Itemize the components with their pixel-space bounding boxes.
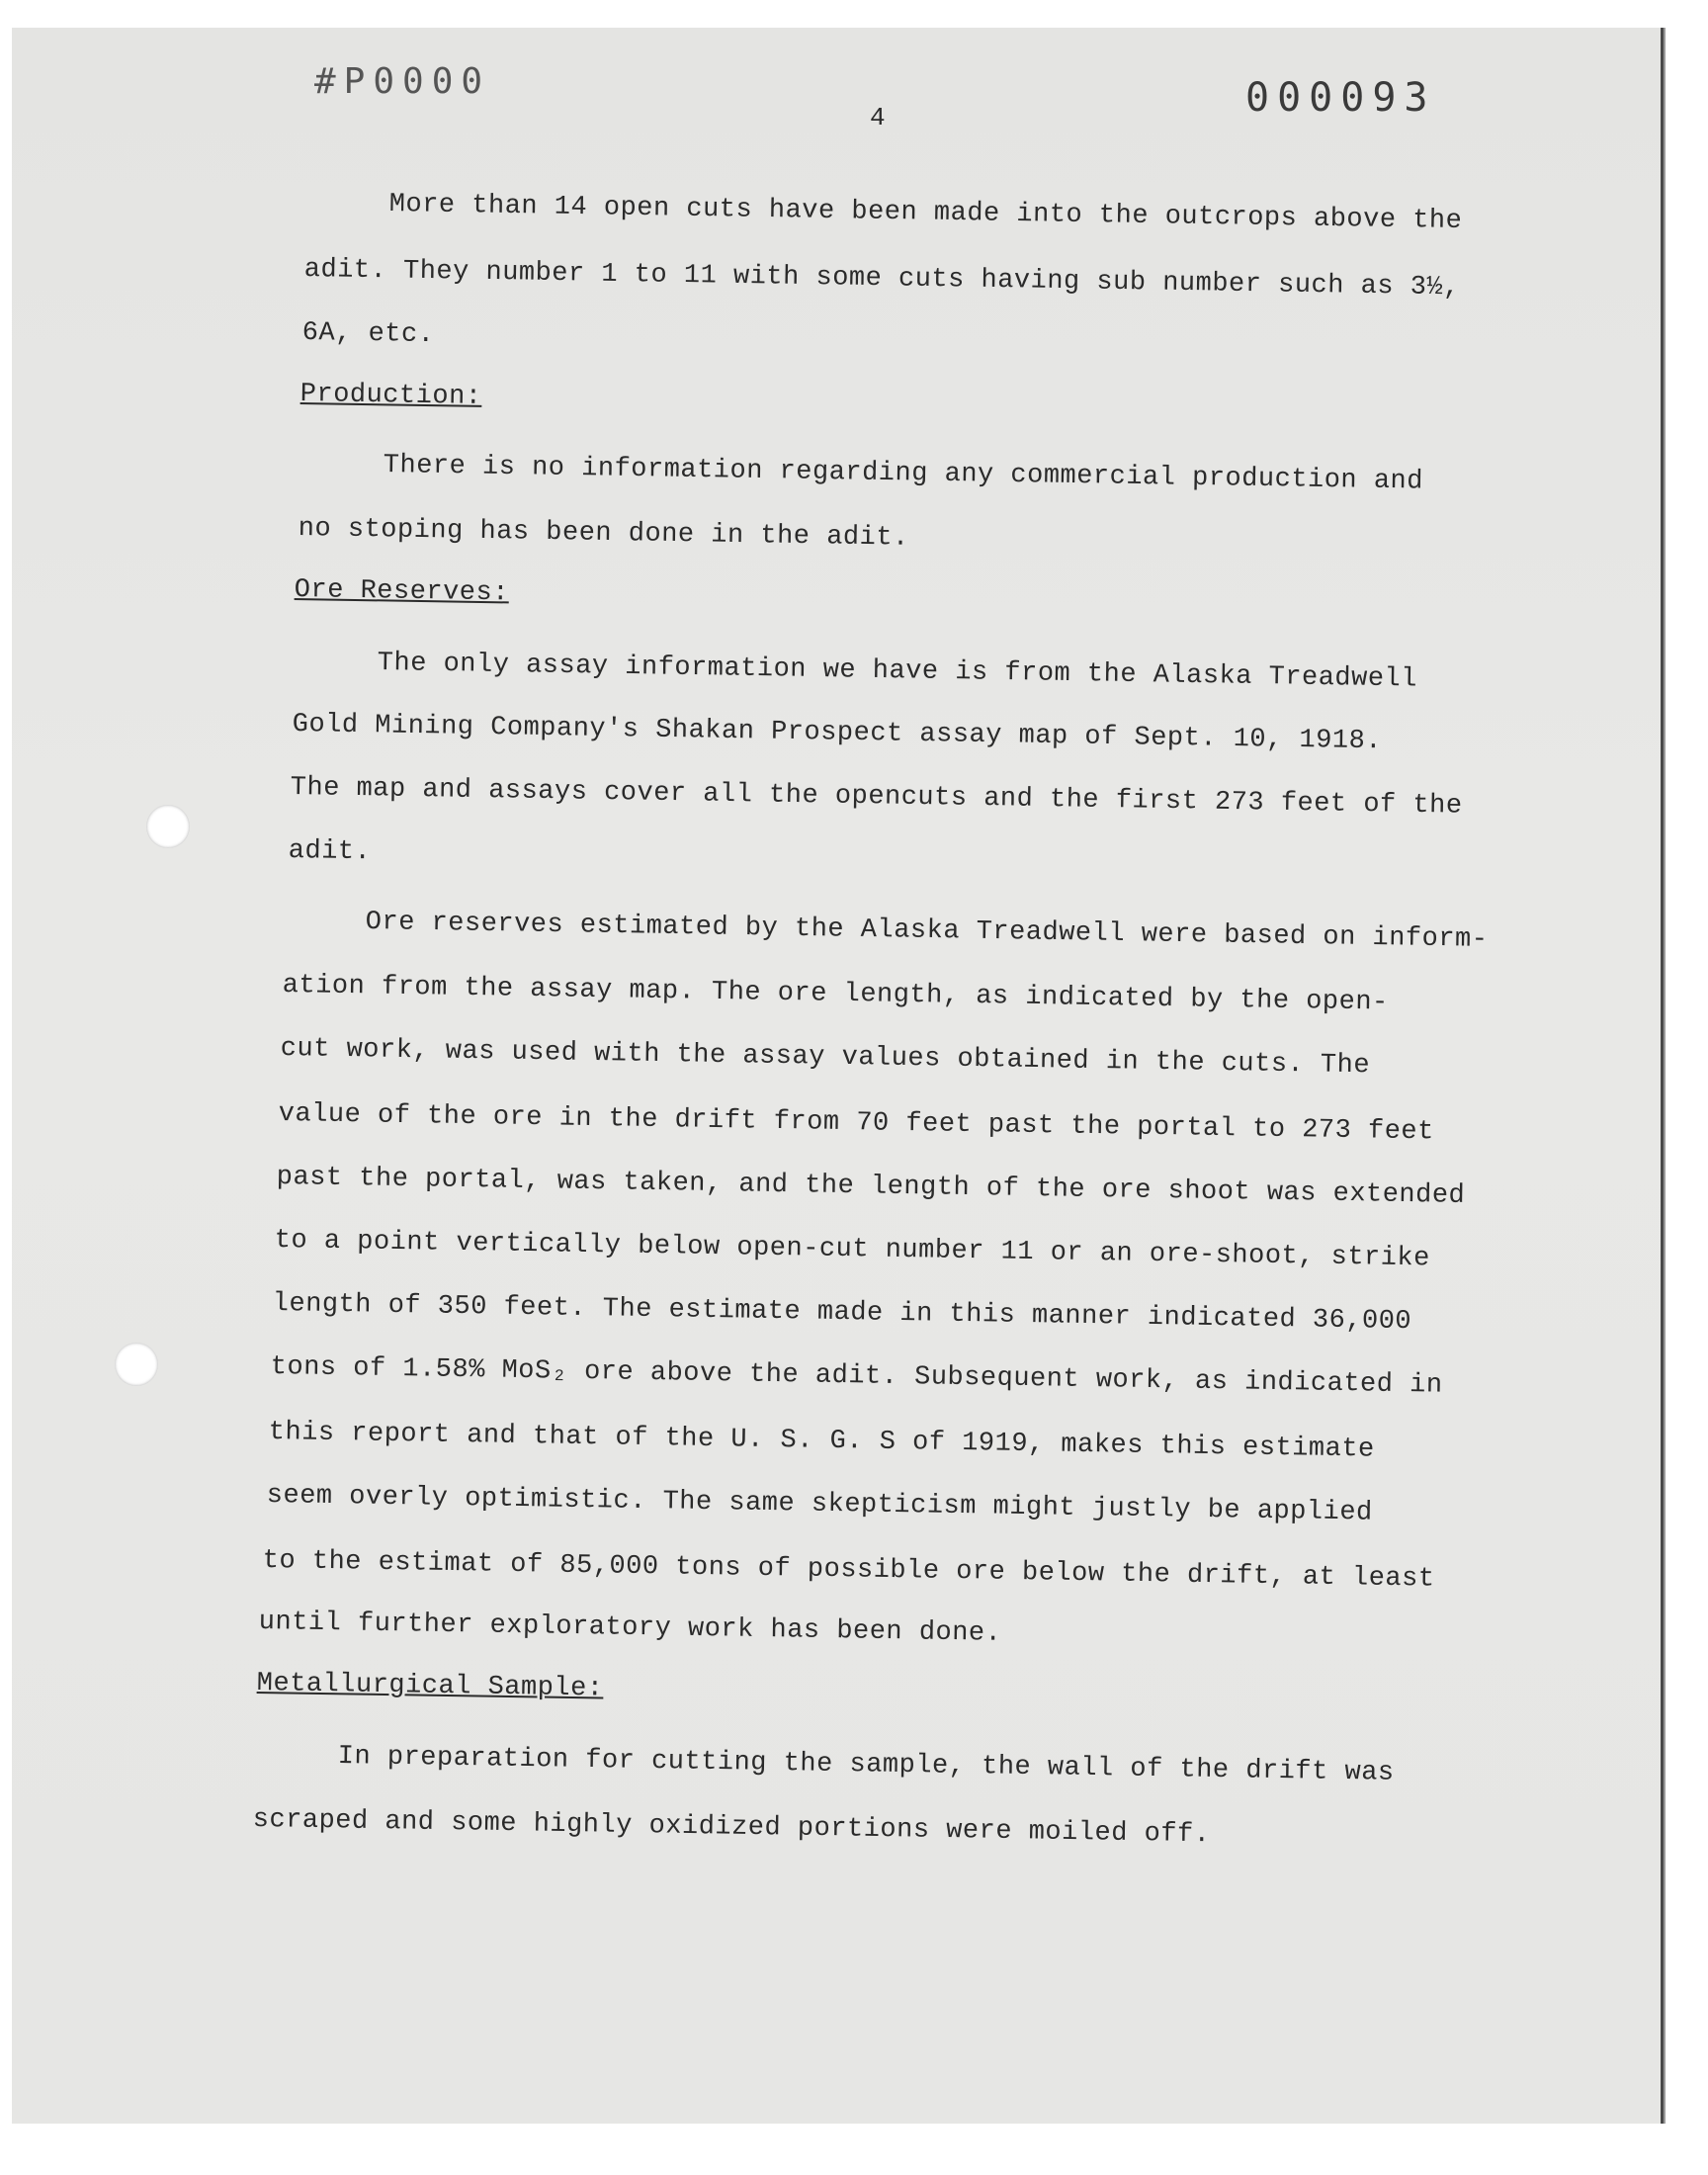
para5-line1: In preparation for cutting the sample, the wall of the drift was xyxy=(337,1742,1395,1788)
document-number-stamp: 000093 xyxy=(1245,75,1436,121)
stamp-left: #P0000 xyxy=(314,61,491,102)
heading-production: Production: xyxy=(299,380,482,412)
para4-line9: this report and that of the U. S. G. S of 1919, makes this estimate xyxy=(268,1418,1375,1465)
heading-ore-reserves: Ore Reserves: xyxy=(294,575,510,609)
page-number: 4 xyxy=(870,103,887,132)
heading-metallurgical-sample: Metallurgical Sample: xyxy=(256,1669,604,1704)
para1-line3: 6A, etc. xyxy=(301,318,435,351)
para2-line1: There is no information regarding any commercial production and xyxy=(383,451,1424,497)
para4-line8: tons of 1.58% MoS₂ ore above the adit. Subsequent work, as indicated in xyxy=(270,1352,1443,1401)
para4-line11: to the estimat of 85,000 tons of possible ore below the drift, at least xyxy=(262,1546,1435,1595)
para4-line1: Ore reserves estimated by the Alaska Treadwell were based on inform- xyxy=(365,908,1489,955)
para4-line5: past the portal, was taken, and the length of the ore shoot was extended xyxy=(276,1163,1466,1211)
para5-line2: scraped and some highly oxidized portions were moiled off. xyxy=(252,1805,1211,1851)
para4-line2: ation from the assay map. The ore length, as indicated by the open- xyxy=(282,971,1389,1018)
para3-line3: The map and assays cover all the opencuts and the first 273 feet of the xyxy=(290,773,1463,822)
para4-line7: length of 350 feet. The estimate made in this manner indicated 36,000 xyxy=(272,1289,1412,1338)
para4-line6: to a point vertically below open-cut number 11 or an ore-shoot, strike xyxy=(274,1226,1431,1274)
para4-line4: value of the ore in the drift from 70 feet past the portal to 273 feet xyxy=(278,1099,1435,1148)
para2-line2: no stoping has been done in the adit. xyxy=(298,514,909,554)
punch-hole-lower xyxy=(115,1343,158,1386)
para4-line3: cut work, was used with the assay values obtained in the cuts. The xyxy=(280,1034,1371,1082)
para3-line2: Gold Mining Company's Shakan Prospect assay map of Sept. 10, 1918. xyxy=(292,710,1383,757)
para3-line4: adit. xyxy=(288,836,372,868)
para3-line1: The only assay information we have is from the Alaska Treadwell xyxy=(377,649,1418,695)
para1-line2: adit. They number 1 to 11 with some cuts having sub number such as 3½, xyxy=(303,255,1461,304)
punch-hole-upper xyxy=(146,805,190,848)
para4-line12: until further exploratory work has been done. xyxy=(258,1608,1002,1649)
para1-line1: More than 14 open cuts have been made into the outcrops above the xyxy=(388,190,1463,237)
para4-line10: seem overly optimistic. The same skepticism might justly be applied xyxy=(266,1481,1373,1528)
